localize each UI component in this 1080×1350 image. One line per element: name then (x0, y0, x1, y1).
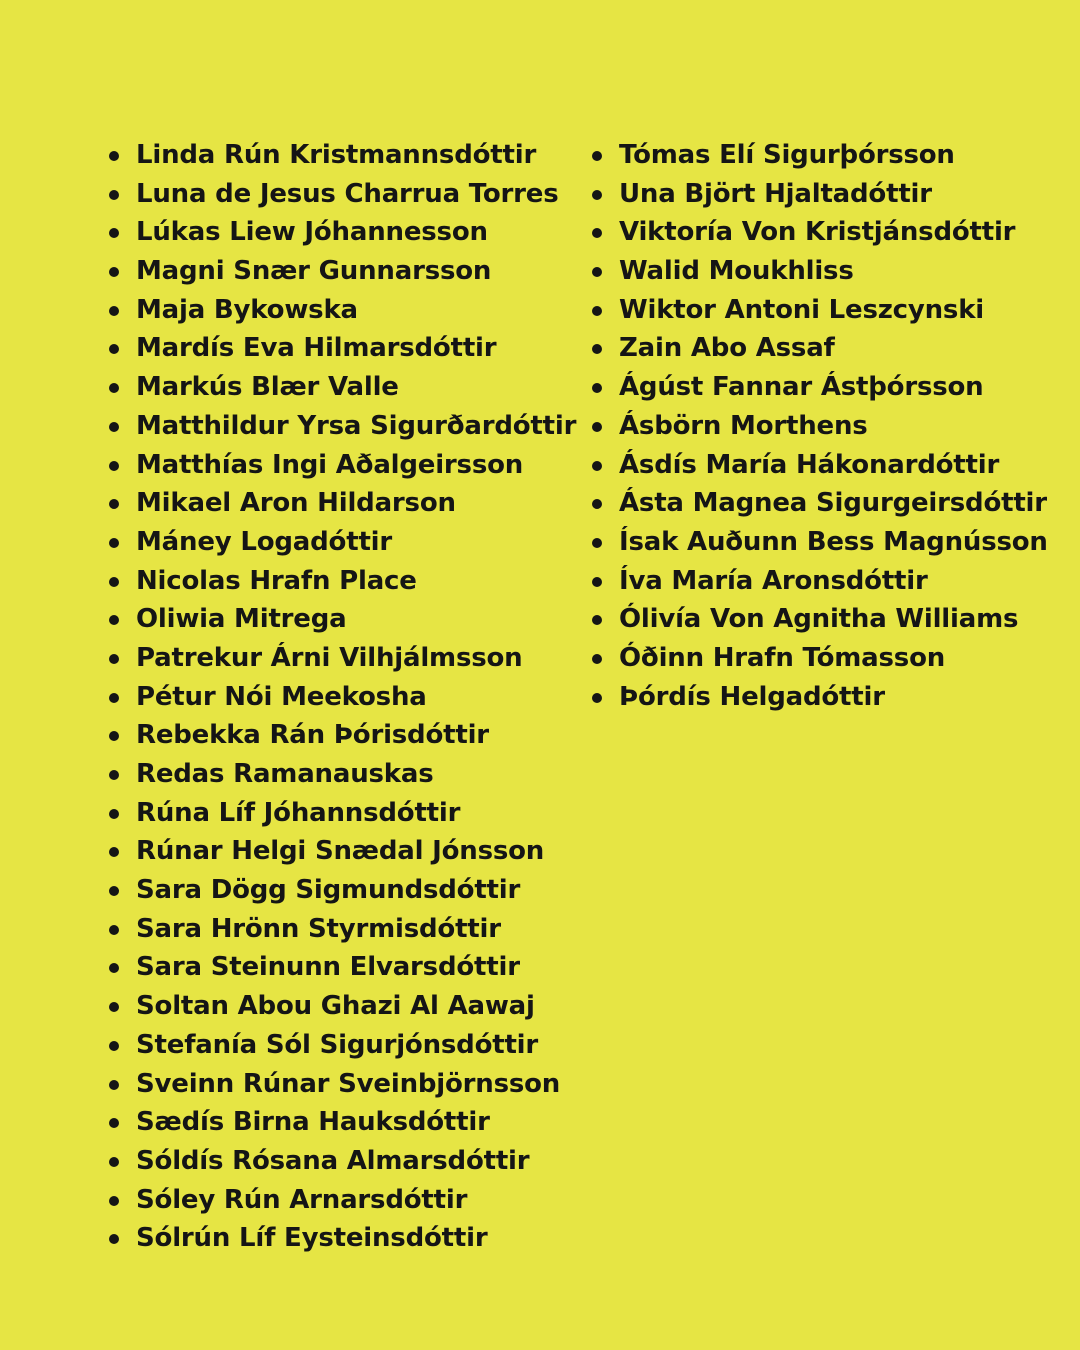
person-name: Ágúst Fannar Ástþórsson (619, 372, 984, 403)
name-list-item (108, 1103, 576, 1142)
person-name: Patrekur Árni Vilhjálmsson (136, 642, 523, 673)
bullet-icon (109, 1157, 119, 1167)
name-list-item (108, 910, 576, 949)
name-list-item (108, 252, 576, 291)
name-list-item (591, 639, 1048, 678)
bullet-icon (109, 344, 119, 354)
name-list-item (591, 175, 1048, 214)
bullet-icon (109, 1234, 119, 1244)
bullet-icon (109, 1041, 119, 1051)
bullet-icon (109, 615, 119, 625)
person-name: Magni Snær Gunnarsson (136, 256, 492, 287)
bullet-icon (109, 1118, 119, 1128)
bullet-icon (592, 499, 602, 509)
name-list-item (591, 213, 1048, 252)
name-list-item (108, 446, 576, 485)
name-list-item (108, 832, 576, 871)
person-name: Matthildur Yrsa Sigurðardóttir (136, 410, 577, 441)
bullet-icon (109, 770, 119, 780)
bullet-icon (592, 344, 602, 354)
bullet-icon (109, 422, 119, 432)
name-list-item (108, 329, 576, 368)
person-name: Luna de Jesus Charrua Torres (136, 178, 559, 209)
name-list-item (108, 1065, 576, 1104)
bullet-icon (109, 499, 119, 509)
name-list-item (108, 1026, 576, 1065)
name-list-item (108, 562, 576, 601)
person-name: Íva María Aronsdóttir (619, 565, 928, 596)
person-name: Ásbörn Morthens (619, 410, 868, 441)
name-list-item (591, 484, 1048, 523)
name-list-item (108, 523, 576, 562)
bullet-icon (109, 228, 119, 238)
person-name: Ólivía Von Agnitha Williams (619, 604, 1019, 635)
bullet-icon (592, 538, 602, 548)
name-list-item (108, 600, 576, 639)
person-name: Sóldís Rósana Almarsdóttir (136, 1145, 530, 1176)
name-list-item (108, 368, 576, 407)
bullet-icon (592, 151, 602, 161)
name-list-item (108, 1219, 576, 1258)
name-list-item (108, 407, 576, 446)
bullet-icon (109, 731, 119, 741)
name-list-item (591, 252, 1048, 291)
person-name: Ásta Magnea Sigurgeirsdóttir (619, 488, 1047, 519)
name-list-item (591, 368, 1048, 407)
name-list-item (591, 136, 1048, 175)
bullet-icon (592, 383, 602, 393)
bullet-icon (592, 190, 602, 200)
bullet-icon (109, 654, 119, 664)
person-name: Soltan Abou Ghazi Al Aawaj (136, 991, 535, 1022)
bullet-icon (109, 383, 119, 393)
name-list-item (108, 291, 576, 330)
bullet-icon (109, 963, 119, 973)
bullet-icon (592, 306, 602, 316)
name-list-item (591, 407, 1048, 446)
person-name: Viktoría Von Kristjánsdóttir (619, 217, 1016, 248)
name-list-item (591, 678, 1048, 717)
bullet-icon (592, 228, 602, 238)
person-name: Stefanía Sól Sigurjónsdóttir (136, 1029, 539, 1060)
person-name: Sara Dögg Sigmundsdóttir (136, 875, 521, 906)
person-name: Wiktor Antoni Leszcynski (619, 294, 985, 325)
name-list-item (108, 484, 576, 523)
name-list-item (108, 987, 576, 1026)
bullet-icon (109, 1002, 119, 1012)
name-list-right (591, 136, 1048, 716)
name-list-item (108, 175, 576, 214)
bullet-icon (592, 461, 602, 471)
bullet-icon (109, 886, 119, 896)
name-list-item (591, 329, 1048, 368)
bullet-icon (109, 1196, 119, 1206)
person-name: Linda Rún Kristmannsdóttir (136, 140, 537, 170)
person-name: Þórdís Helgadóttir (619, 681, 885, 712)
person-name: Sædís Birna Hauksdóttir (136, 1107, 490, 1138)
person-name: Pétur Nói Meekosha (136, 681, 427, 712)
name-list-item (591, 523, 1048, 562)
bullet-icon (109, 577, 119, 587)
name-list-item (591, 562, 1048, 601)
person-name: Óðinn Hrafn Tómasson (619, 642, 946, 673)
person-name: Zain Abo Assaf (619, 333, 835, 364)
bullet-icon (109, 538, 119, 548)
name-list-item (591, 600, 1048, 639)
bullet-icon (592, 654, 602, 664)
name-list-item (108, 755, 576, 794)
person-name: Mardís Eva Hilmarsdóttir (136, 333, 497, 364)
person-name: Matthías Ingi Aðalgeirsson (136, 449, 524, 480)
bullet-icon (109, 809, 119, 819)
bullet-icon (109, 925, 119, 935)
person-name: Rúnar Helgi Snædal Jónsson (136, 836, 545, 867)
person-name: Lúkas Liew Jóhannesson (136, 217, 488, 248)
person-name: Walid Moukhliss (619, 256, 854, 287)
bullet-icon (109, 190, 119, 200)
name-list-item (108, 1142, 576, 1181)
person-name: Rebekka Rán Þórisdóttir (136, 720, 489, 751)
name-list-item (108, 213, 576, 252)
bullet-icon (109, 151, 119, 161)
name-list-item (591, 446, 1048, 485)
person-name: Sara Hrönn Styrmisdóttir (136, 913, 501, 944)
bullet-icon (592, 422, 602, 432)
bullet-icon (109, 847, 119, 857)
bullet-icon (109, 461, 119, 471)
person-name: Sóley Rún Arnarsdóttir (136, 1184, 468, 1215)
bullet-icon (592, 577, 602, 587)
person-name: Ísak Auðunn Bess Magnússon (619, 526, 1048, 557)
person-name: Ásdís María Hákonardóttir (619, 449, 1000, 480)
bullet-icon (592, 267, 602, 277)
name-list-left (108, 136, 576, 1258)
person-name: Una Björt Hjaltadóttir (619, 178, 932, 209)
bullet-icon (592, 615, 602, 625)
name-list-item (108, 871, 576, 910)
person-name: Tómas Elí Sigurþórsson (619, 140, 955, 170)
person-name: Sveinn Rúnar Sveinbjörnsson (136, 1068, 561, 1099)
person-name: Mikael Aron Hildarson (136, 488, 456, 519)
name-list-item (108, 716, 576, 755)
person-name: Oliwia Mitrega (136, 604, 347, 635)
name-list-item (108, 639, 576, 678)
bullet-icon (592, 693, 602, 703)
person-name: Sara Steinunn Elvarsdóttir (136, 952, 520, 983)
name-list-item (108, 794, 576, 833)
bullet-icon (109, 1080, 119, 1090)
person-name: Markús Blær Valle (136, 372, 399, 403)
person-name: Maja Bykowska (136, 294, 358, 325)
person-name: Máney Logadóttir (136, 526, 393, 557)
name-list-item (108, 948, 576, 987)
person-name: Nicolas Hrafn Place (136, 565, 417, 596)
person-name: Sólrún Líf Eysteinsdóttir (136, 1223, 488, 1254)
person-name: Redas Ramanauskas (136, 759, 434, 789)
name-list-item (591, 291, 1048, 330)
person-name: Rúna Líf Jóhannsdóttir (136, 797, 461, 828)
name-list-item (108, 678, 576, 717)
bullet-icon (109, 693, 119, 703)
bullet-icon (109, 306, 119, 316)
name-list-item (108, 1181, 576, 1220)
name-list-item (108, 136, 576, 175)
bullet-icon (109, 267, 119, 277)
